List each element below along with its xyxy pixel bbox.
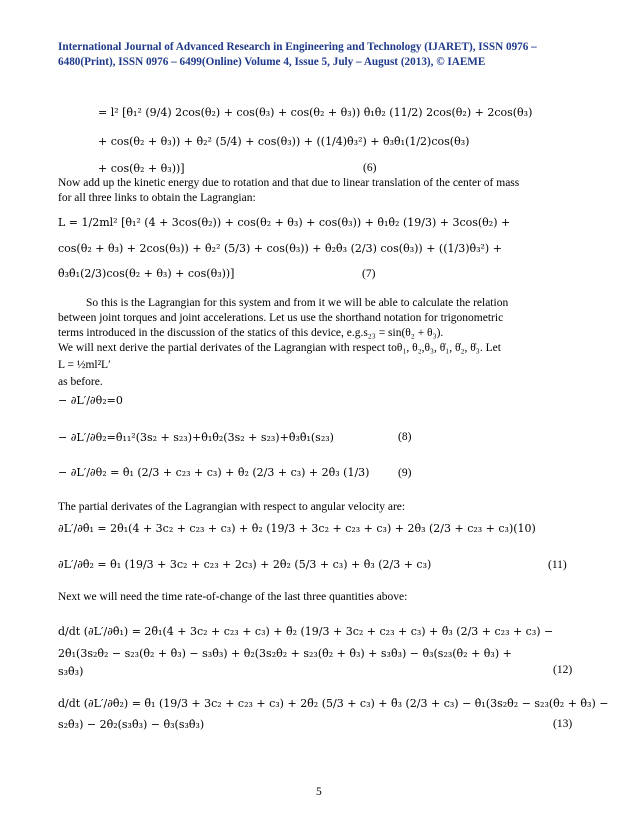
eq13-line-2: s₂θ̇₃) − 2θ̇₂(s₃θ̇₃) − θ̇₃(s₃θ̇₃) — [58, 718, 205, 731]
para2-line-2: between joint torques and joint accelerations. Let us use the shorthand notation for trigonometric — [58, 312, 504, 324]
para2-line-5: L = ½ml²L′ — [58, 359, 111, 371]
eq12-line-1: d/dt (∂L′/∂θ̇₁) = 2θ̈₁(4 + 3c₂ + c₂₃ + c₃) + θ̈₂ (19/3 + 3c₂ + c₂₃ + c₃) + θ̈₃ (2/3 + c₂₃ + c₃) − — [58, 625, 554, 638]
para2-line-3: terms introduced in the discussion of the statics of this device, e.g.s₂₃ = sin(θ₂ + θ₃). — [58, 327, 444, 339]
equation-number-9: (9) — [398, 467, 412, 479]
para2-line-4: We will next derive the partial derivates of the Lagrangian with respect toθ₁, θ₂,θ₃, θ̇₁, θ̇₂, θ̇₃. Let — [58, 342, 501, 354]
header-line-1: International Journal of Advanced Research in Engineering and Technology (IJARET), ISSN 0976 – — [58, 41, 537, 53]
equation-number-7: (7) — [362, 268, 376, 280]
journal-header — [58, 40, 588, 70]
equation-number-11: (11) — [548, 559, 567, 571]
equation-number-8: (8) — [398, 431, 412, 443]
eq12-line-3: s₃θ̇₃) — [58, 665, 84, 678]
equation-number-12: (12) — [553, 664, 573, 676]
eq13-line-1: d/dt (∂L′/∂θ̇₂) = θ̈₁ (19/3 + 3c₂ + c₂₃ + c₃) + 2θ̈₂ (5/3 + c₃) + θ̈₃ (2/3 + c₃) − θ̇₁(3s₂θ̇₂ − s₂₃(θ̇₂ + θ̇₃) − — [58, 697, 609, 710]
eq6-line-2: + cos(θ₂ + θ₃)) + θ̇₂² (5/4) + cos(θ₃)) + ((1/4)θ̇₃²) + θ̇₃θ̇₁(1/2)cos(θ₃) — [98, 135, 470, 148]
equation-partial-zero: − ∂L′/∂θ₂=0 — [58, 394, 123, 407]
eq7-line-2: cos(θ₂ + θ₃) + 2cos(θ₃)) + θ̇₂² (5/3) + cos(θ₃)) + θ̇₂θ̇₃ (2/3) cos(θ₃)) + ((1/3)θ̇₃²) + — [58, 242, 502, 255]
eq11-text: ∂L′/∂θ̇₂ = θ̇₁ (19/3 + 3c₂ + c₂₃ + 2c₃) + 2θ̇₂ (5/3 + c₃) + θ̇₃ (2/3 + c₃) — [58, 558, 432, 571]
eq7-line-1: L = 1/2ml² [θ̇₁² (4 + 3cos(θ₂)) + cos(θ₂ + θ₃) + cos(θ₃)) + θ̇₁θ̇₂ (19/3) + 3cos(θ₂) + — [58, 216, 511, 229]
page-number: 5 — [316, 786, 322, 798]
eq8-text: − ∂L′/∂θ₂=θ̇₁₁²(3s₂ + s₂₃)+θ̇₁θ̇₂(3s₂ + s₂₃)+θ̇₃θ̇₁(s₂₃) — [58, 431, 334, 444]
equation-number-13: (13) — [553, 718, 573, 730]
para1-line-2: for all three links to obtain the Lagrangian: — [58, 192, 256, 204]
equation-10: ∂L′/∂θ̇₁ = 2θ̇₁(4 + 3c₂ + c₂₃ + c₃) + θ̇₂ (19/3 + 3c₂ + c₂₃ + c₃) + 2θ̇₃ (2/3 + c₂₃ + c₃)(10) — [58, 522, 536, 535]
paragraph-angular-velocity: The partial derivates of the Lagrangian with respect to angular velocity are: — [58, 501, 406, 513]
eq9-text: − ∂L′/∂θ₂ = θ̇₁ (2/3 + c₂₃ + c₃) + θ̇₂ (2/3 + c₃) + 2θ̇₃ (1/3) — [58, 466, 370, 479]
para1-line-1: Now add up the kinetic energy due to rotation and that due to linear translation of the center of mass — [58, 177, 520, 189]
eq6-line-3: + cos(θ₂ + θ₃))] — [98, 162, 185, 175]
para2-line-1: So this is the Lagrangian for this system and from it we will be able to calculate the relation — [86, 297, 509, 309]
header-line-2: 6480(Print), ISSN 0976 – 6499(Online) Volume 4, Issue 5, July – August (2013), © IAEME — [58, 56, 486, 68]
equation-number-6: (6) — [363, 162, 377, 174]
paragraph-kinetic-energy — [58, 176, 593, 206]
paragraph-lagrangian — [58, 296, 593, 390]
eq6-line-1: = l² [θ̇₁² (9/4) 2cos(θ₂) + cos(θ₃) + cos(θ₂ + θ₃)) θ̇₁θ̇₂ (11/2) 2cos(θ₂) + 2cos(θ₃) — [98, 106, 533, 119]
para2-line-6: as before. — [58, 376, 103, 388]
eq7-line-3: θ̇₃θ̇₁(2/3)cos(θ₂ + θ₃) + cos(θ₃))] — [58, 267, 235, 280]
eq12-line-2: 2θ̇₁(3s₂θ̇₂ − s₂₃(θ̇₂ + θ̇₃) − s₃θ̇₃) + θ̇₂(3s₂θ̇₂ + s₂₃(θ̇₂ + θ̇₃) + s₃θ̇₃) − θ̇₃(s₂₃(θ̇₂ + θ̇₃) + — [58, 647, 512, 660]
paragraph-time-rate: Next we will need the time rate-of-change of the last three quantities above: — [58, 591, 408, 603]
